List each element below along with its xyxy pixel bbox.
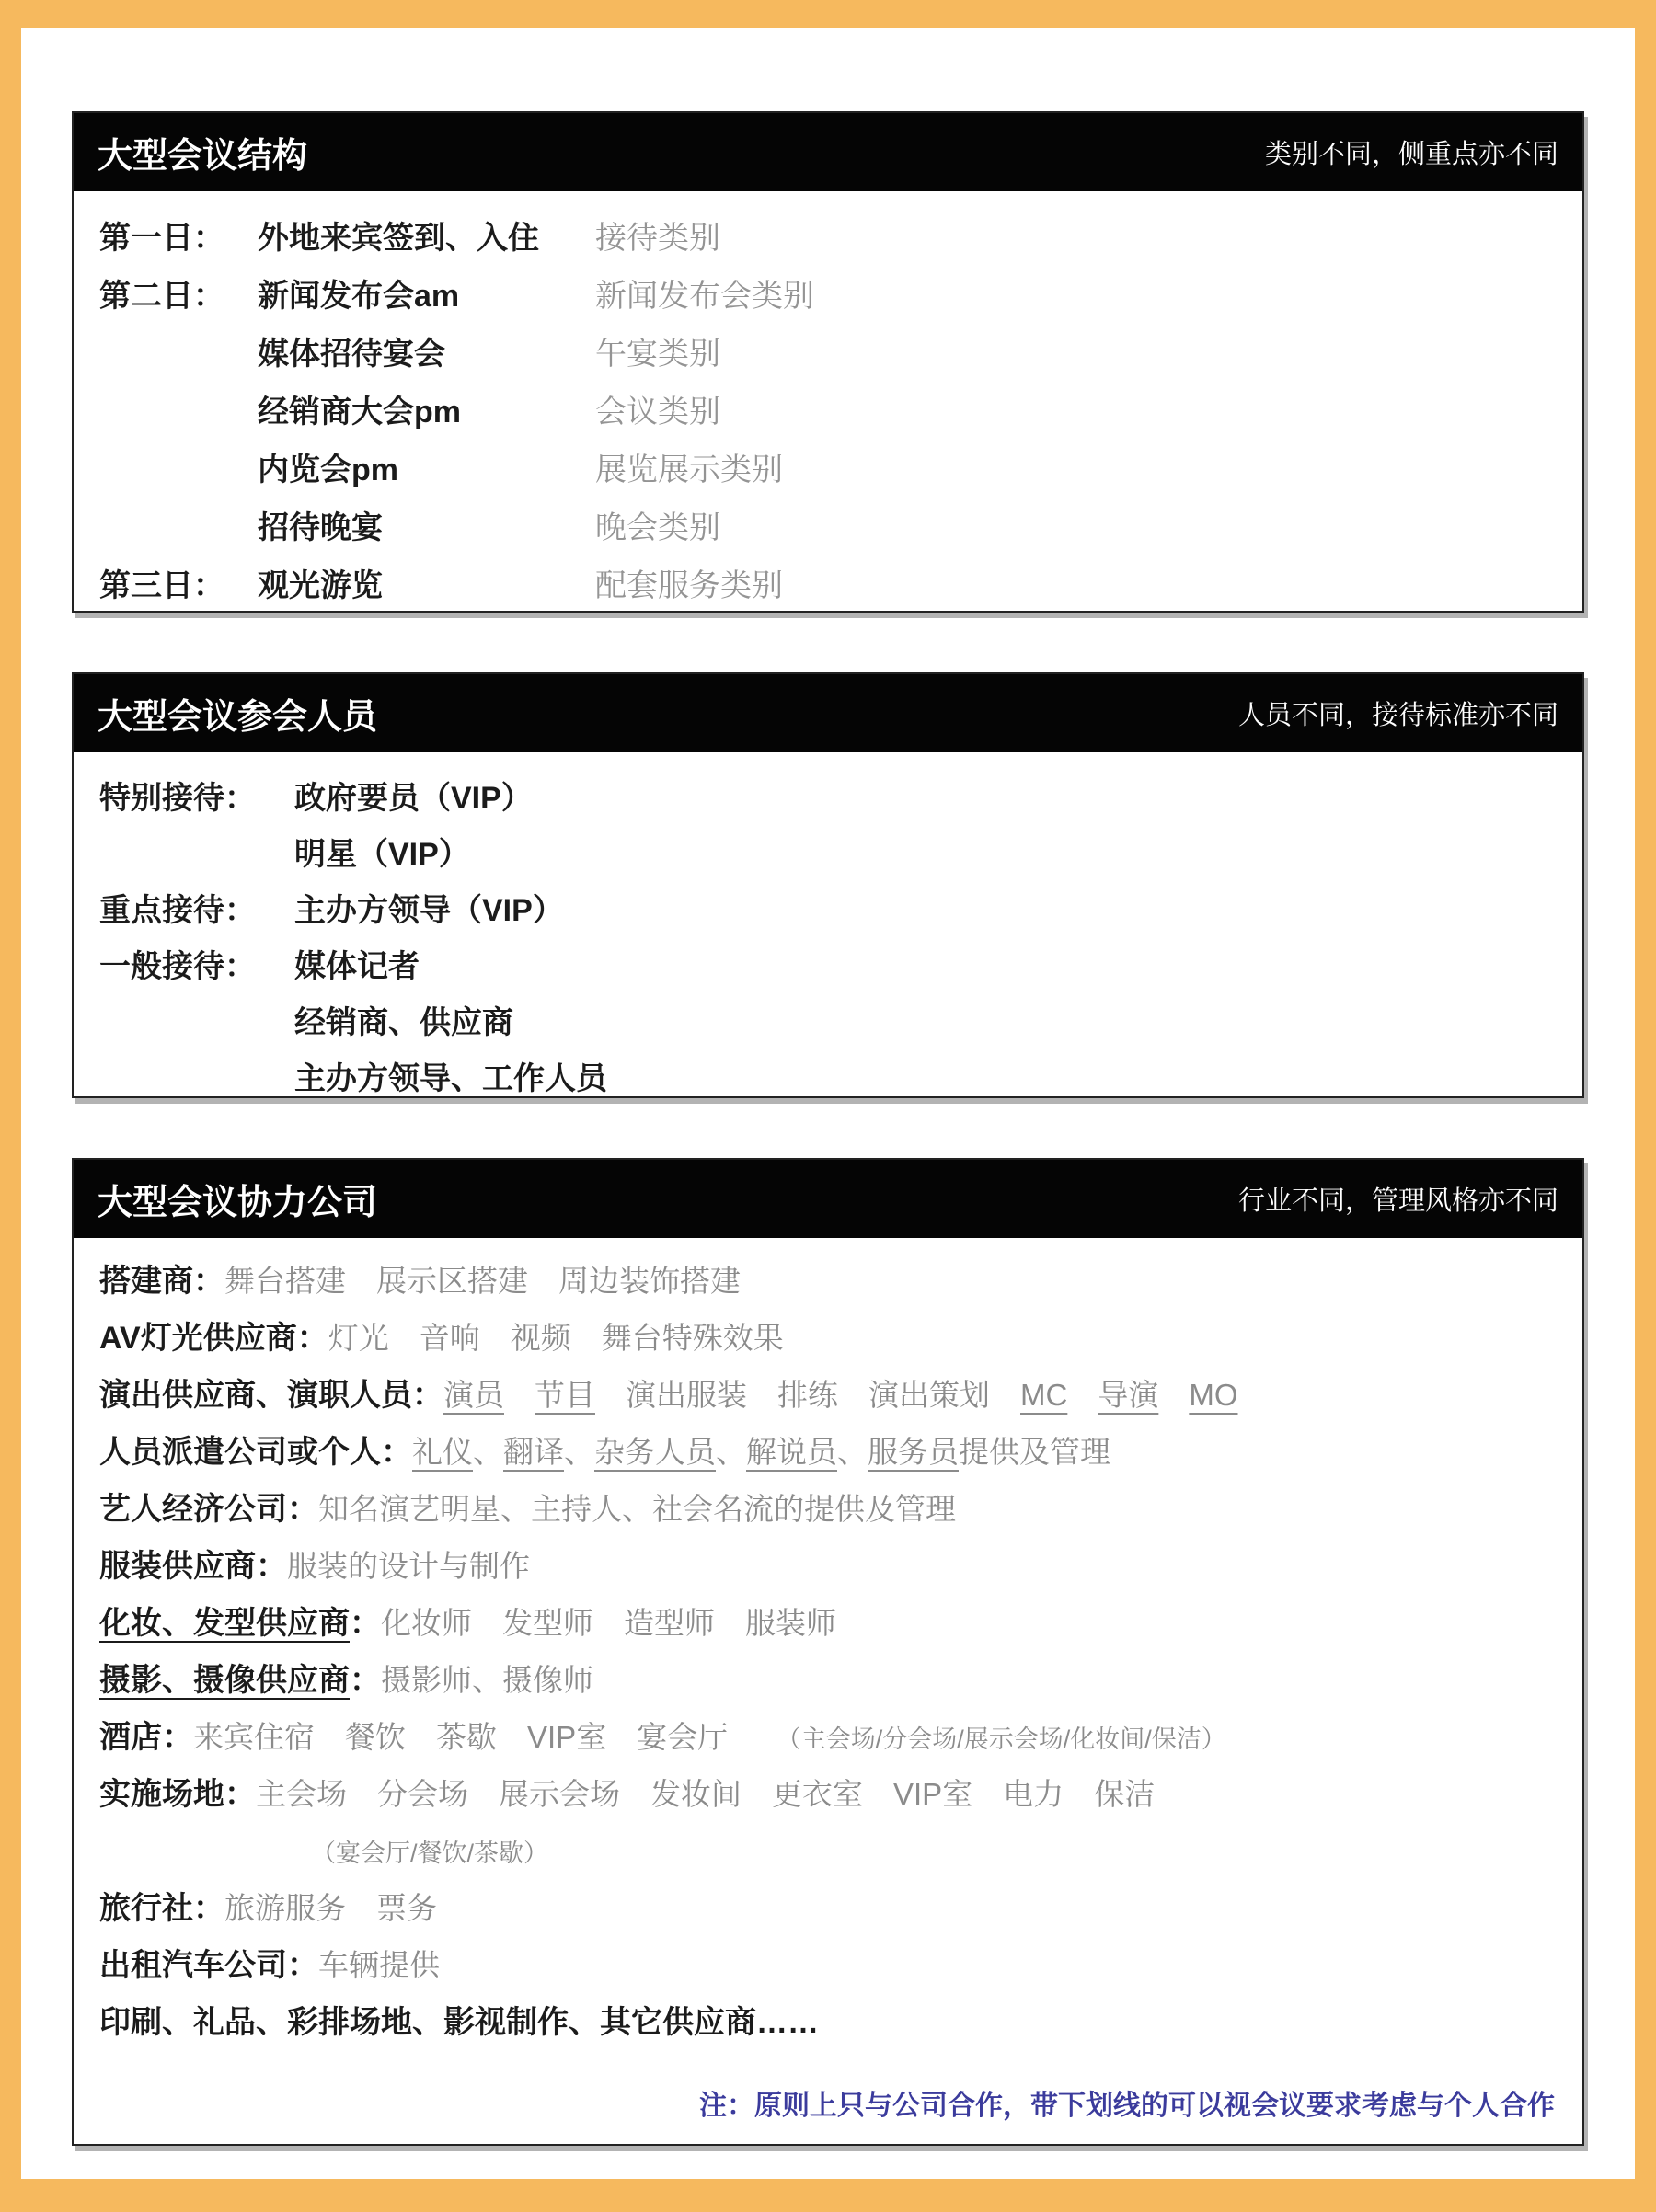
supplier-label: 艺人经济公司： — [99, 1492, 318, 1527]
supplier-value: 演出服装 — [626, 1378, 747, 1412]
supplier-label: 搭建商： — [99, 1264, 224, 1299]
attendee-item: 主办方领导、工作人员 — [294, 1061, 607, 1096]
event-item: 观光游览 — [258, 568, 383, 603]
reception-level-label: 重点接待： — [99, 893, 256, 928]
supplier-line — [99, 1766, 1557, 1823]
schedule-row — [99, 438, 1557, 496]
supplier-value: 更衣室 — [772, 1777, 863, 1811]
day-label: 第一日： — [99, 221, 224, 256]
spacer — [595, 1378, 626, 1412]
schedule-row — [99, 554, 1557, 612]
schedule-row-left — [99, 502, 595, 547]
schedule-row-left — [99, 444, 595, 489]
event-item: 媒体招待宴会 — [258, 337, 445, 372]
spacer — [346, 1264, 376, 1298]
attendee-list — [74, 752, 1582, 1098]
supplier-value: 杂务人员 — [594, 1435, 716, 1469]
section-partner-companies — [72, 1158, 1584, 2146]
supplier-value: 发妆间 — [650, 1777, 742, 1811]
section-subtitle: 类别不同，侧重点亦不同 — [1264, 140, 1558, 169]
supplier-value: VIP室 — [527, 1720, 607, 1754]
supplier-line — [99, 1994, 1557, 2051]
supplier-label: 人员派遣公司或个人： — [99, 1435, 412, 1470]
section-title: 大型会议结构 — [98, 137, 308, 176]
day-label — [99, 328, 258, 373]
supplier-value: 服装的设计与制作 — [287, 1549, 530, 1583]
spacer — [593, 1606, 624, 1640]
supplier-value: 票务 — [376, 1891, 437, 1925]
supplier-value: MC — [1020, 1378, 1068, 1412]
supplier-value: 演员 — [443, 1378, 504, 1412]
schedule-row — [99, 380, 1557, 438]
supplier-value: 化妆师 — [381, 1606, 472, 1640]
spacer — [972, 1777, 1003, 1811]
spacer — [346, 1891, 376, 1925]
spacer — [571, 1321, 602, 1355]
spacer — [728, 1720, 788, 1754]
schedule-row-left — [99, 212, 595, 258]
day-label: 第三日： — [99, 568, 224, 603]
event-item: 外地来宾签到、入住 — [258, 221, 539, 256]
attendee-item: 媒体记者 — [294, 949, 420, 984]
supplier-value: 舞台搭建 — [224, 1264, 346, 1298]
spacer — [863, 1777, 893, 1811]
supplier-value: 排练 — [777, 1378, 838, 1412]
supplier-label: AV灯光供应商： — [99, 1321, 328, 1356]
supplier-value: 来宾住宿 — [193, 1720, 315, 1754]
supplier-value: 、 — [837, 1435, 868, 1469]
supplier-value: 节目 — [535, 1378, 595, 1412]
section-attendees — [72, 672, 1584, 1098]
section-header — [74, 1160, 1582, 1238]
attendee-item: 主办方领导（VIP） — [294, 893, 564, 928]
category-label: 配套服务类别 — [595, 568, 783, 603]
attendee-row — [99, 767, 1557, 823]
category-label: 接待类别 — [595, 221, 720, 256]
supplier-value: 车辆提供 — [318, 1948, 440, 1982]
supplier-line — [99, 1823, 1557, 1880]
supplier-line — [99, 1481, 1557, 1538]
supplier-value: 旅游服务 — [224, 1891, 346, 1925]
attendee-item: 政府要员（VIP） — [294, 781, 533, 816]
category-label: 会议类别 — [595, 395, 720, 430]
spacer — [497, 1720, 527, 1754]
supplier-value: 解说员 — [746, 1435, 837, 1469]
spacer — [472, 1606, 502, 1640]
spacer — [315, 1720, 345, 1754]
schedule-row-left — [99, 560, 595, 605]
supplier-line — [99, 1367, 1557, 1424]
schedule-row-left — [99, 386, 595, 431]
supplier-value: 分会场 — [377, 1777, 468, 1811]
supplier-value: 造型师 — [624, 1606, 715, 1640]
supplier-label: 酒店： — [99, 1720, 193, 1755]
supplier-value: 舞台特殊效果 — [601, 1321, 784, 1355]
supplier-list — [74, 1238, 1582, 2051]
supplier-value: 导演 — [1098, 1378, 1159, 1412]
schedule-row — [99, 496, 1557, 554]
reception-level-label: 特别接待： — [99, 781, 256, 816]
supplier-value: 演出策划 — [868, 1378, 990, 1412]
spacer — [1158, 1378, 1189, 1412]
supplier-value: 服装师 — [745, 1606, 836, 1640]
attendee-row — [99, 1048, 1557, 1098]
supplier-value: 主会场 — [256, 1777, 347, 1811]
supplier-label: 实施场地： — [99, 1777, 256, 1812]
schedule-row — [99, 322, 1557, 380]
section-subtitle: 人员不同，接待标准亦不同 — [1237, 701, 1558, 730]
supplier-value: 摄影师、摄像师 — [381, 1663, 593, 1697]
supplier-line — [99, 1880, 1557, 1937]
spacer — [742, 1777, 772, 1811]
spacer — [747, 1378, 777, 1412]
supplier-value: 电力 — [1003, 1777, 1064, 1811]
supplier-line — [99, 1709, 1557, 1766]
supplier-value: VIP室 — [893, 1777, 973, 1811]
supplier-value: 餐饮 — [345, 1720, 406, 1754]
supplier-label: ： — [350, 1663, 381, 1698]
supplier-value: 视频 — [510, 1321, 571, 1355]
day-label — [99, 502, 258, 547]
supplier-label: ： — [350, 1606, 381, 1641]
supplier-value: 发型师 — [502, 1606, 593, 1640]
schedule-row-left — [99, 328, 595, 373]
supplier-label: 出租汽车公司： — [99, 1948, 318, 1983]
category-label: 午宴类别 — [595, 337, 720, 372]
supplier-paren: （宴会厅/餐饮/茶歇） — [311, 1840, 549, 1867]
supplier-value: 周边装饰搭建 — [558, 1264, 741, 1298]
supplier-value: 展示会场 — [499, 1777, 620, 1811]
section-header — [74, 674, 1582, 752]
spacer — [715, 1606, 745, 1640]
spacer — [990, 1378, 1020, 1412]
event-item: 招待晚宴 — [258, 510, 383, 545]
supplier-value: 礼仪 — [412, 1435, 473, 1469]
section-title: 大型会议参会人员 — [98, 698, 378, 737]
supplier-value: 宴会厅 — [637, 1720, 729, 1754]
spacer — [468, 1777, 499, 1811]
supplier-value: 展示区搭建 — [376, 1264, 528, 1298]
spacer — [480, 1321, 511, 1355]
section-header — [74, 113, 1582, 191]
event-item: 内览会pm — [258, 453, 398, 487]
supplier-label: 服装供应商： — [99, 1549, 287, 1584]
supplier-value: 音响 — [419, 1321, 480, 1355]
supplier-value: 保洁 — [1094, 1777, 1156, 1811]
supplier-value: 翻译 — [503, 1435, 564, 1469]
attendee-row — [99, 991, 1557, 1048]
spacer — [838, 1378, 868, 1412]
spacer — [528, 1264, 558, 1298]
reception-level-label: 一般接待： — [99, 949, 256, 984]
supplier-value: 、 — [473, 1435, 503, 1469]
supplier-label: 演出供应商、演职人员： — [99, 1378, 443, 1413]
attendee-row — [99, 879, 1557, 935]
supplier-label: 化妆、发型供应商 — [99, 1606, 350, 1641]
supplier-value: 灯光 — [328, 1321, 389, 1355]
section-meeting-structure — [72, 111, 1584, 613]
spacer — [504, 1378, 535, 1412]
day-label — [99, 444, 258, 489]
spacer — [606, 1720, 637, 1754]
schedule-list — [74, 191, 1582, 612]
category-label: 展览展示类别 — [595, 453, 783, 487]
event-item: 经销商大会pm — [258, 395, 461, 430]
supplier-label: 旅行社： — [99, 1891, 224, 1926]
supplier-line — [99, 1253, 1557, 1310]
schedule-row — [99, 206, 1557, 264]
supplier-value: MO — [1189, 1378, 1238, 1412]
supplier-line — [99, 1652, 1557, 1709]
day-label — [99, 386, 258, 431]
cooperation-note: 注：原则上只与公司合作，带下划线的可以视会议要求考虑与个人合作 — [699, 2091, 1555, 2121]
event-item: 新闻发布会am — [258, 279, 460, 314]
spacer — [347, 1777, 377, 1811]
schedule-row — [99, 264, 1557, 322]
document-page — [21, 28, 1635, 2179]
attendee-item: 明星（VIP） — [294, 837, 470, 872]
supplier-value: 、 — [716, 1435, 746, 1469]
category-label: 新闻发布会类别 — [595, 279, 814, 314]
spacer — [1064, 1777, 1094, 1811]
supplier-paren: （主会场/分会场/展示会场/化妆间/保洁） — [788, 1725, 1226, 1753]
supplier-line — [99, 1424, 1557, 1481]
attendee-item: 经销商、供应商 — [294, 1005, 513, 1040]
supplier-line — [99, 1538, 1557, 1595]
spacer — [620, 1777, 650, 1811]
attendee-row — [99, 935, 1557, 991]
schedule-row-left — [99, 270, 595, 315]
supplier-line — [99, 1595, 1557, 1652]
section-title: 大型会议协力公司 — [98, 1184, 378, 1222]
supplier-value: 提供及管理 — [959, 1435, 1110, 1469]
supplier-line — [99, 1937, 1557, 1994]
spacer — [406, 1720, 436, 1754]
spacer — [1067, 1378, 1098, 1412]
attendee-row — [99, 823, 1557, 879]
supplier-value: 茶歇 — [436, 1720, 497, 1754]
supplier-value: 知名演艺明星、主持人、社会名流的提供及管理 — [318, 1492, 956, 1526]
section-subtitle: 行业不同，管理风格亦不同 — [1237, 1186, 1558, 1216]
day-label: 第二日： — [99, 279, 224, 314]
supplier-label: 摄影、摄像供应商 — [99, 1663, 350, 1698]
supplier-value: 服务员 — [868, 1435, 959, 1469]
supplier-value: 、 — [564, 1435, 594, 1469]
spacer — [389, 1321, 420, 1355]
supplier-label: 印刷、礼品、彩排场地、影视制作、其它供应商…… — [99, 2005, 819, 2040]
supplier-line — [99, 1310, 1557, 1367]
category-label: 晚会类别 — [595, 510, 720, 545]
